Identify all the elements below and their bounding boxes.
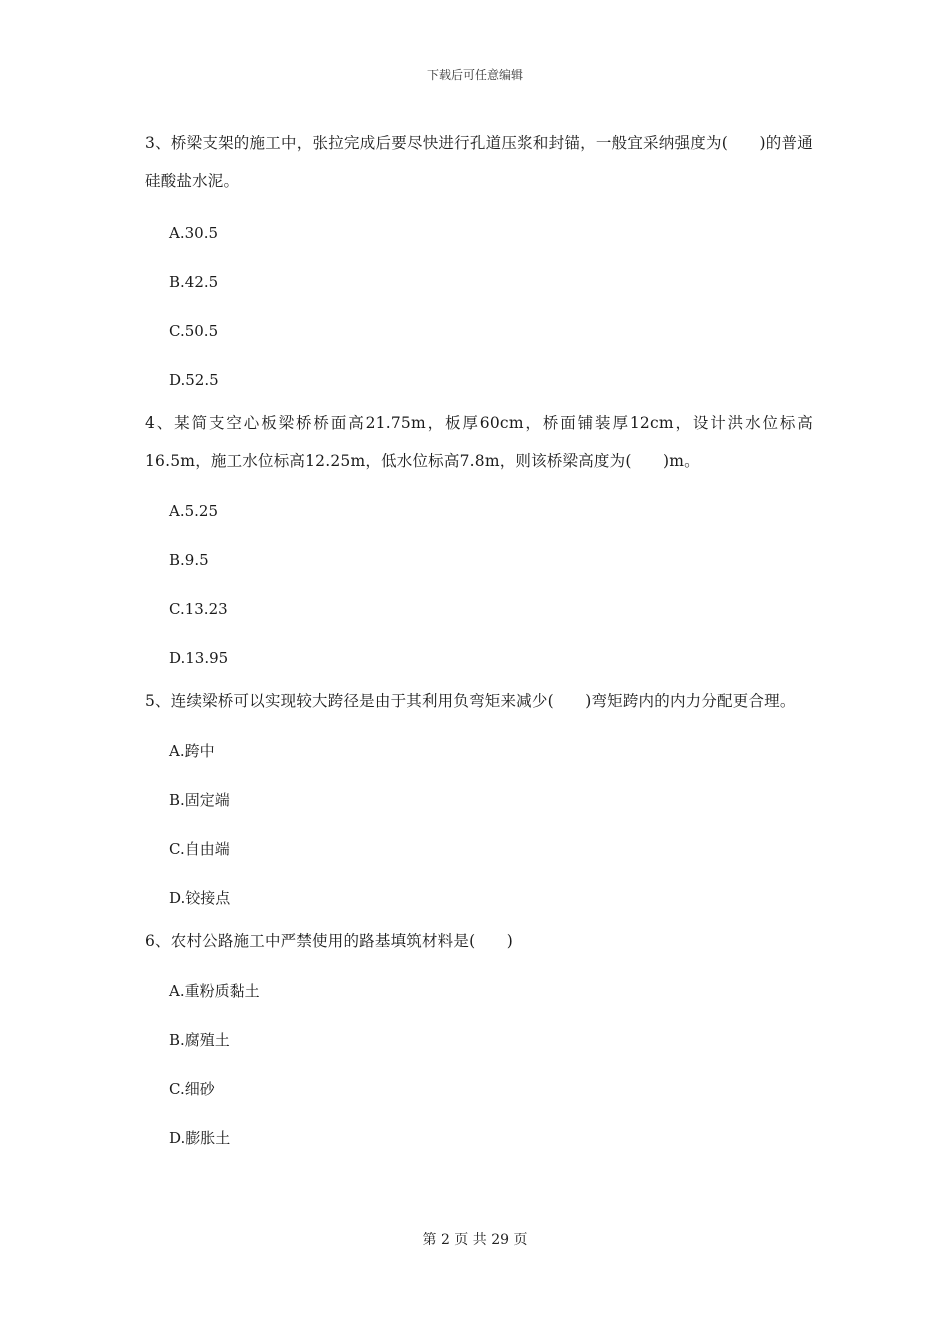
page-footer: 第 2 页 共 29 页 (422, 1232, 528, 1248)
option-b: B.42.5 (169, 272, 219, 291)
option-a: A.30.5 (169, 223, 218, 242)
question-3 (145, 124, 813, 404)
option-c: C.自由端 (169, 839, 230, 858)
option-c: C.13.23 (169, 599, 228, 618)
option-c: C.细砂 (169, 1079, 215, 1098)
option-b: B.腐殖土 (169, 1030, 230, 1049)
option-a: A.5.25 (169, 501, 218, 520)
question-stem: 3、桥梁支架的施工中，张拉完成后要尽快进行孔道压浆和封锚，一般宜采纳强度为( )的普通硅酸盐水泥。 (145, 134, 813, 190)
option-d: D.铰接点 (169, 888, 231, 907)
option-a: A.跨中 (169, 741, 215, 760)
question-stem: 4、某简支空心板梁桥桥面高21.75m，板厚60cm，桥面铺装厚12cm，设计洪水位标高16.5m，施工水位标高12.25m，低水位标高7.8m，则该桥梁高度为( )m。 (145, 414, 813, 470)
option-d: D.13.95 (169, 648, 229, 667)
question-stem: 5、连续梁桥可以实现较大跨径是由于其利用负弯矩来减少( )弯矩跨内的内力分配更合理。 (145, 692, 796, 710)
option-d: D.52.5 (169, 370, 219, 389)
question-4 (145, 404, 813, 682)
option-c: C.50.5 (169, 321, 219, 340)
question-5 (145, 682, 813, 922)
option-a: A.重粉质黏土 (169, 981, 260, 1000)
question-6 (145, 922, 813, 1162)
page-header: 下载后可任意编辑 (426, 68, 523, 82)
question-stem: 6、农村公路施工中严禁使用的路基填筑材料是( ) (145, 932, 513, 950)
option-d: D.膨胀土 (169, 1128, 231, 1147)
option-b: B.固定端 (169, 790, 230, 809)
question-list (145, 124, 813, 1162)
option-b: B.9.5 (169, 550, 209, 569)
